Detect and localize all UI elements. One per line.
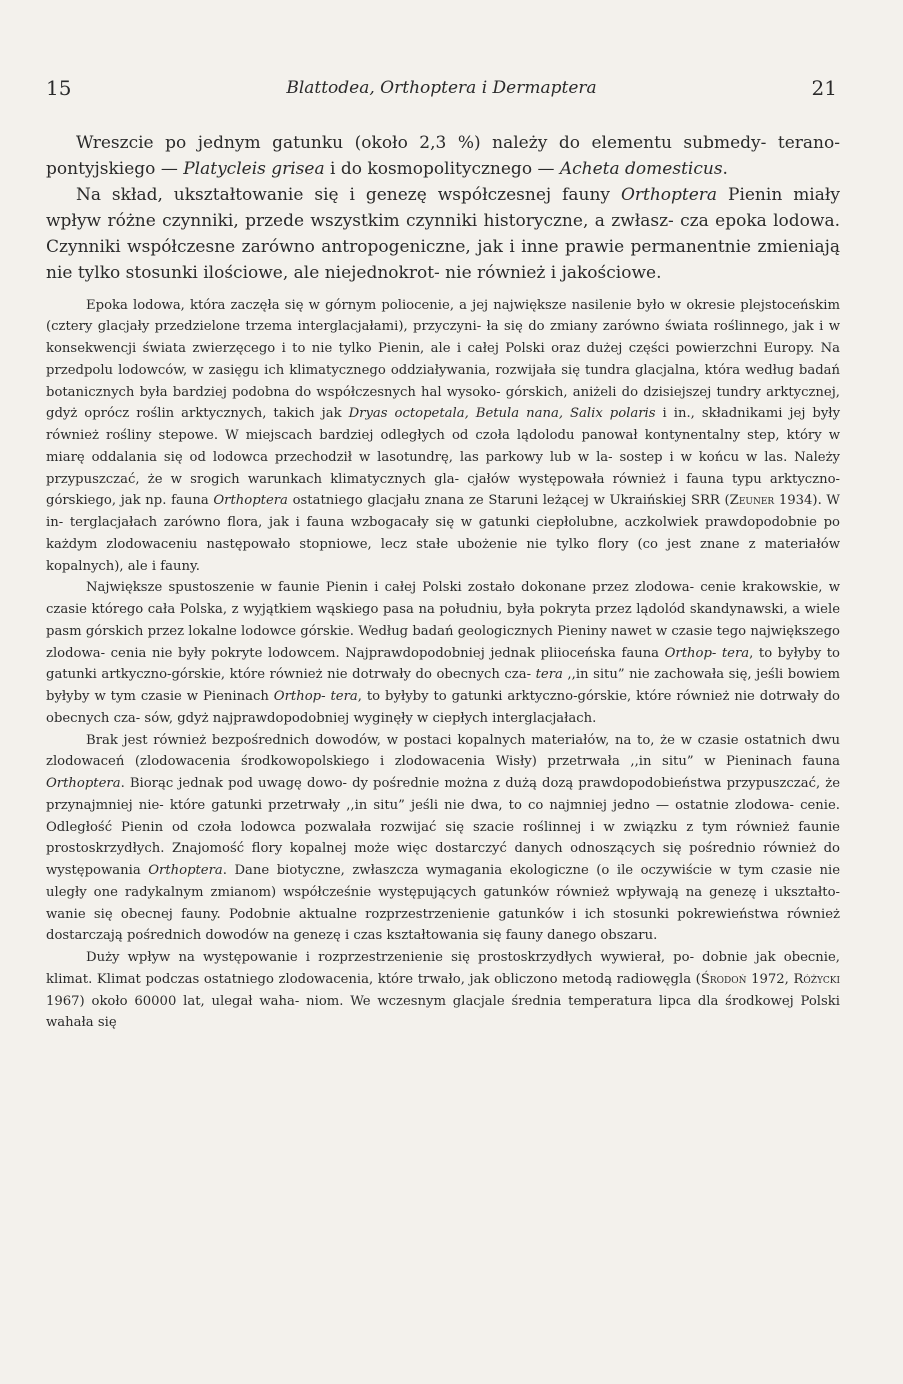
paragraph-3	[46, 295, 840, 578]
species-name: Platycleis grisea	[183, 159, 325, 180]
text-run: . Biorąc jednak pod uwagę dowo- dy pośrednie można z dużą dozą prawdopodobieństwa przypuszczać, że przynajmniej nie- które gatunki przetrwały ,,in situ” jeśli nie dwa, to co najmniej jedno — ostatnie zlodowa- cenie. Odległość Pienin od czoła lodowca pozwalała rozwijać się szacie roślinnej i w związku z tym również faunie prostoskrzydłych. Znajomość flory kopalnej może więc dostarczyć danych odnoszących się pośrednio również do występowania	[46, 776, 840, 879]
author-name: Zeuner	[729, 493, 775, 509]
small-text-block	[46, 295, 840, 1035]
taxon-name: Orthoptera	[148, 863, 223, 879]
body-text	[46, 130, 840, 1034]
text-run: , to byłyby to gatunki artkyczno-górskie, które również nie dotrwały do obecnych cza-	[46, 645, 840, 683]
text-run: ,,in situ” nie zachowała się, jeśli bowiem byłyby w tym czasie w Pieninach	[46, 667, 841, 705]
text-run: 1967) około 60000 lat, ulegał waha- niom. We wczesnym glacjale średnia temperatura lipca dla środkowej Polski wahała się	[46, 993, 840, 1031]
page-number-left: 15	[46, 76, 72, 100]
paragraph-4	[46, 577, 840, 729]
text-run: . Dane biotyczne, zwłaszcza wymagania ekologiczne (o ile oczywiście w tym czasie nie uległy one radykalnym zmianom) współcześnie występujących gatunków również wpływają na genezę i ukształto- wanie się obecnej fauny. Podobnie aktualne rozprzestrzenienie gatunków i ich stosunki pokrewieństwa również dostarczają pośrednich dowodów na genezę i czas kształtowania się fauny danego obszaru.	[46, 863, 841, 944]
species-names: Dryas octopetala, Betula nana, Salix polaris	[348, 406, 656, 422]
species-name: Acheta domesticus	[559, 159, 723, 180]
paragraph-1	[46, 130, 840, 182]
text-run: Na skład, ukształtowanie się i genezę współczesnej fauny	[76, 185, 621, 206]
text-run: Wreszcie po jednym gatunku (około 2,3 %) należy do elementu submedy- terano-pontyjskiego —	[46, 133, 840, 180]
page-number-right: 21	[811, 76, 837, 100]
running-title: Blattodea, Orthoptera i Dermaptera	[286, 78, 597, 98]
text-run: Brak jest również bezpośrednich dowodów, w postaci kopalnych materiałów, na to, że w czasie ostatnich dwu zlodowaceń (zlodowacenia środkowopolskiego i zlodowacenia Wisły) przetrwała ,,in situ” w Pieninach fauna	[46, 732, 840, 770]
large-text-block	[46, 130, 840, 287]
text-run: i do kosmopolitycznego —	[324, 159, 560, 180]
taxon-name: Orthop- tera	[273, 689, 358, 705]
paragraph-6	[46, 947, 840, 1034]
taxon-name: Orthoptera	[620, 185, 718, 206]
paragraph-5	[46, 730, 840, 948]
text-run: 1972,	[746, 971, 794, 987]
author-name: Środoń	[700, 971, 747, 987]
text-run: Pienin miały wpływ różne czynniki, przede wszystkim czynniki historyczne, a zwłasz- cza epoka lodowa. Czynniki współczesne zarówno antropogeniczne, jak i inne prawie permanentnie zmieniają nie tylko stosunki ilościowe, ale niejednokrot- nie również i jakościowe.	[46, 185, 840, 284]
text-run: Duży wpływ na występowanie i rozprzestrzenienie się prostoskrzydłych wywierał, po- dobnie jak obecnie, klimat. Klimat podczas ostatniego zlodowacenia, które trwało, jak obliczono metodą radiowęgla (	[46, 950, 840, 987]
paragraph-2	[46, 182, 840, 286]
text-run: .	[722, 159, 728, 180]
text-run: 1934). W in- terglacjałach zarówno flora, jak i fauna wzbogacały się w gatunki ciepłolubne, aczkolwiek prawdopodobnie po każdym zlodowaceniu następowało stopniowe, lecz stałe ubożenie nie tylko flory (co jest znane z materiałów kopalnych), ale i fauny.	[46, 493, 840, 574]
taxon-name: Orthoptera	[46, 776, 121, 792]
taxon-name: tera	[535, 667, 563, 683]
text-run: , to byłyby to gatunki arktyczno-górskie, które również nie dotrwały do obecnych cza- sów, gdyż najprawdopodobniej wyginęły w ciepłych interglacjałach.	[46, 689, 840, 726]
taxon-name: Orthop- tera	[664, 645, 750, 661]
text-run: i in., składnikami jej były również rośliny stepowe. W miejscach bardziej odległych od czoła lądolodu panował kontynentalny step, który w miarę oddalania się od lodowca przechodził w lasotundrę, las parkowy lub w la- sostep i w końcu w las. Należy przypuszczać, że w srogich warunkach klimatycznych gla- cjałów występowała również i fauna typu arktyczno-górskiego, jak np. fauna	[46, 406, 841, 509]
text-run: ostatniego glacjału znana ze Staruni leżącej w Ukraińskiej SRR (	[287, 493, 730, 509]
text-run: Największe spustoszenie w faunie Pienin i całej Polski zostało dokonane przez zlodowa- cenie krakowskie, w czasie którego cała Polska, z wyjątkiem wąskiego pasa na południu, była pokryta przez lądolód skandynawski, a wiele pasm górskich przez lokalne lodowce górskie. Według badań geologicznych Pieniny nawet w czasie tego największego zlodowa- cenia nie były pokryte lodowcem. Najprawdopodobniej jednak pliioceńska fauna	[46, 580, 840, 661]
text-run: Epoka lodowa, która zaczęła się w górnym poliocenie, a jej największe nasilenie było w okresie plejstoceńskim (cztery glacjały przedzielone trzema interglacjałami), przyczyni- ła się do zmiany zarówno świata roślinnego, jak i w konsekwencji świata zwierzęcego i to nie tylko Pienin, ale i całej Polski oraz dużej części powierzchni Europy. Na przedpolu lodowców, w zasięgu ich klimatycznego oddziaływania, rozwijała się tundra glacjalna, która według badań botanicznych była bardziej podobna do współczesnych hal wysoko- górskich, aniżeli do dzisiejszej tundry arktycznej, gdyż oprócz roślin arktycznych, takich jak	[46, 297, 840, 422]
author-name: Różycki	[793, 971, 841, 987]
running-header	[46, 76, 837, 106]
taxon-name: Orthoptera	[213, 493, 288, 509]
